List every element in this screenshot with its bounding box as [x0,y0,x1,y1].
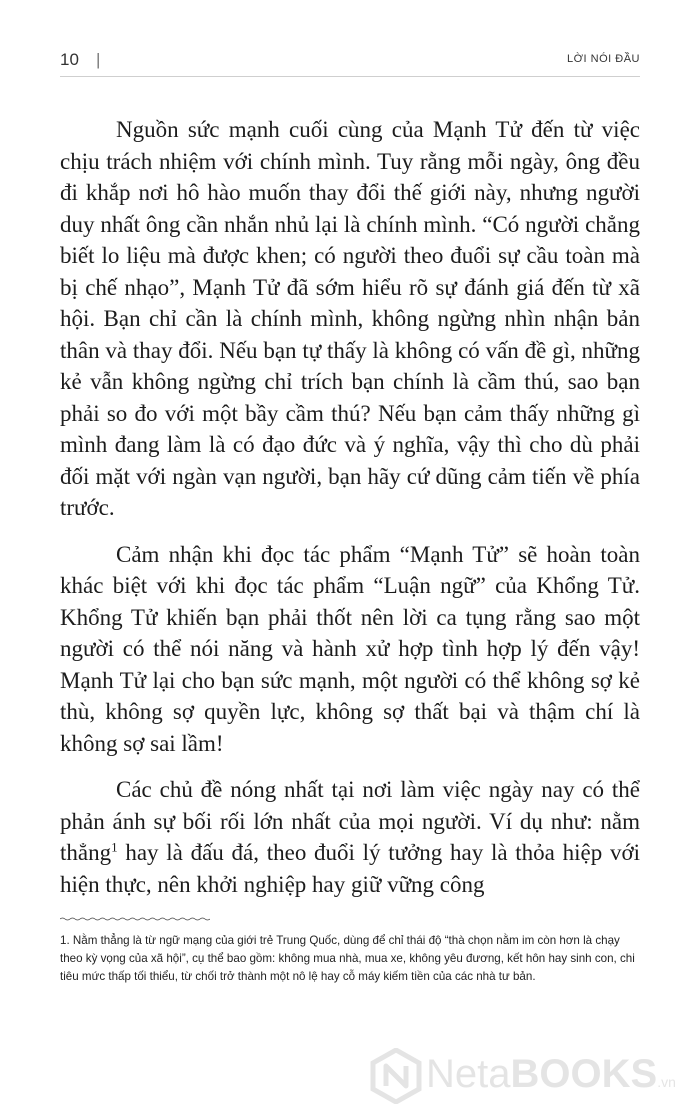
paragraph: Nguồn sức mạnh cuối cùng của Mạnh Tử đến từ việc chịu trách nhiệm với chính mình. Tuy rằng mỗi ngày, ông đều đi khắp nơi hô hào muốn thay đổi thế giới này, nhưng người duy nhất ông cần nhắn nhủ lại là chính mình. “Có người chẳng biết lo liệu mà được khen; có người theo đuổi sự cầu toàn mà bị chế nhạo”, Mạnh Tử đã sớm hiểu rõ sự đánh giá đến từ xã hội. Bạn chỉ cần là chính mình, không ngừng nhìn nhận bản thân và thay đổi. Nếu bạn tự thấy là không có vấn đề gì, những kẻ vẫn không ngừng chỉ trích bạn chính là cầm thú, sao bạn phải so đo với một bầy cầm thú? Nếu bạn cảm thấy những gì mình đang làm là có đạo đức và ý nghĩa, vậy thì cho dù phải đối mặt với ngàn vạn người, bạn hãy cứ dũng cảm tiến về phía trước. [60,117,640,520]
paragraph-text: Các chủ đề nóng nhất tại nơi làm việc ngày nay có thể phản ánh sự bối rối lớn nhất của mọi người. Ví dụ như: nằm thẳng [60,777,640,865]
footnote-reference: 1 [111,839,118,855]
body-text [60,114,640,900]
paragraph [60,774,640,900]
page-number: 10 [60,50,79,69]
page-header [60,50,640,74]
watermark-text [426,1052,676,1097]
paragraph-text: hay là đấu đá, theo đuổi lý tưởng hay là thỏa hiệp với hiện thực, nên khởi nghiệp hay giữ vững công [60,840,640,897]
watermark-text-bold: BOOKS [510,1052,658,1096]
watermark-tld: .vn [657,1074,676,1090]
watermark [370,1044,700,1110]
watermark-text-light: Neta [426,1052,511,1096]
netabooks-logo-icon [370,1048,422,1104]
header-rule [60,76,640,77]
footnote: 1. Nằm thẳng là từ ngữ mạng của giới trẻ Trung Quốc, dùng để chỉ thái độ “thà chọn nằm im còn hơn là chạy theo kỳ vọng của xã hội”, cụ thể bao gồm: không mua nhà, mua xe, không yêu đương, kết hôn hay sinh con, chi tiêu mức thấp tối thiểu, từ chối trở thành một nô lệ hay cỗ máy kiếm tiền của các nhà tư bản. [60,934,635,983]
running-title: LỜI NÓI ĐẦU [567,53,640,65]
header-separator: | [96,50,101,69]
paragraph: Cảm nhận khi đọc tác phẩm “Mạnh Tử” sẽ hoàn toàn khác biệt với khi đọc tác phẩm “Luận ngữ” của Khổng Tử. Khổng Tử khiến bạn phải thốt nên lời ca tụng rằng sao một người có thể nói năng và hành xử hợp tình hợp lý đến vậy! Mạnh Tử lại cho bạn sức mạnh, một người có thể không sợ kẻ thù, không sợ quyền lực, không sợ thất bại và thậm chí là không sợ sai lầm! [60,541,640,756]
footnote-rule [60,917,210,921]
